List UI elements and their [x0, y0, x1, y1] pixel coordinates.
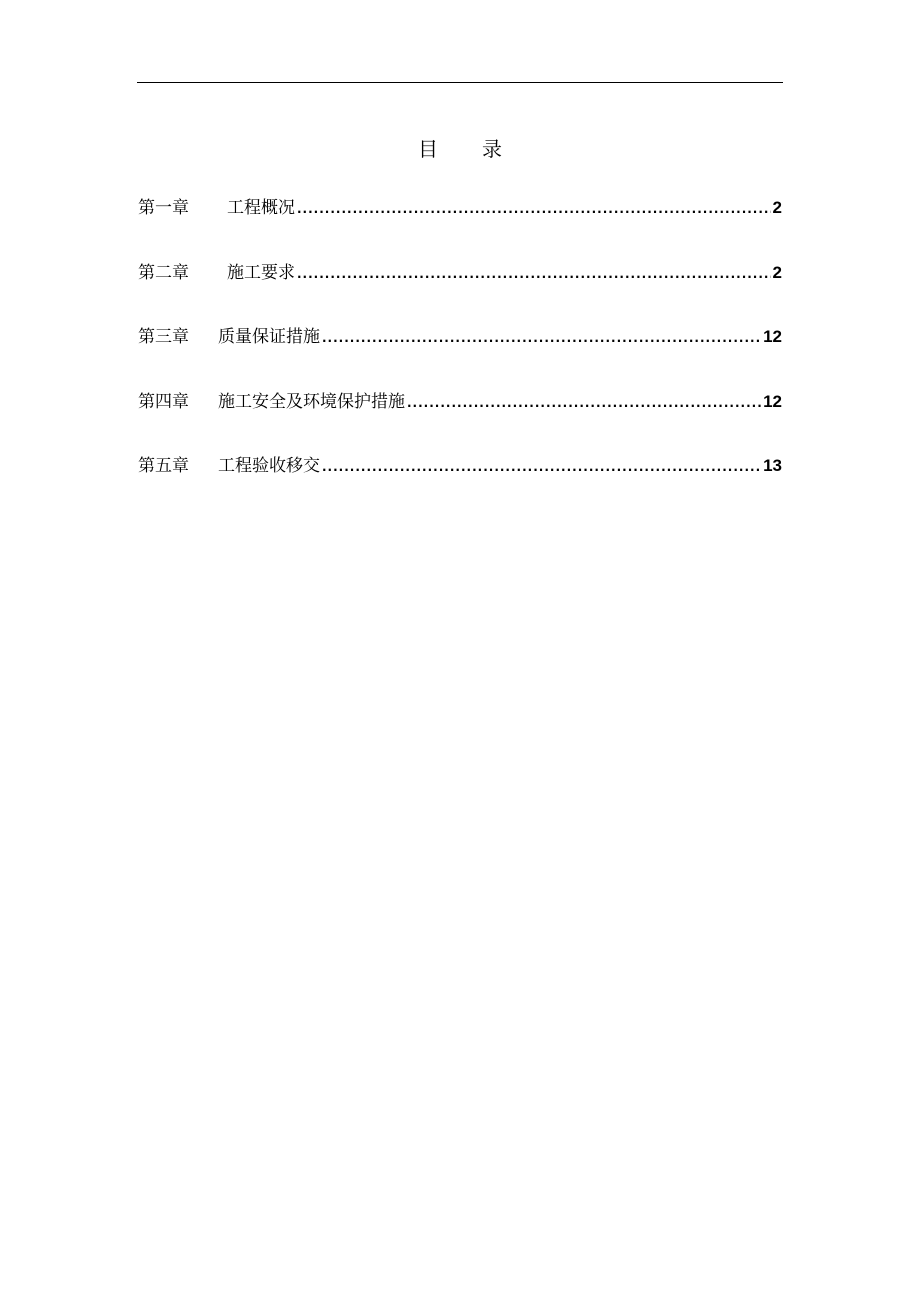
toc-chapter-number: 第三章 — [138, 327, 189, 347]
toc-chapter-heading: 施工安全及环境保护措施 — [218, 391, 405, 412]
toc-dot-leader — [297, 262, 771, 286]
toc-chapter-heading: 工程验收移交 — [218, 456, 320, 476]
toc-chapter-number: 第二章 — [138, 262, 189, 283]
toc-title — [0, 135, 920, 163]
toc-title-char-2: 录 — [482, 137, 502, 162]
toc-chapter-heading: 工程概况 — [227, 198, 295, 218]
toc-entry-chapter-4[interactable] — [138, 390, 782, 455]
toc-chapter-number: 第五章 — [138, 456, 189, 476]
toc-page-number: 13 — [763, 456, 782, 475]
toc-entry-chapter-5[interactable] — [138, 454, 782, 519]
toc-list — [138, 196, 782, 519]
toc-page-number: 12 — [763, 327, 782, 346]
toc-entry-chapter-2[interactable] — [138, 261, 782, 326]
toc-entry-chapter-1[interactable] — [138, 196, 782, 261]
toc-chapter-heading: 施工要求 — [227, 262, 295, 283]
toc-dot-leader — [297, 197, 771, 221]
toc-dot-leader — [407, 391, 761, 415]
toc-entry-chapter-3[interactable] — [138, 325, 782, 390]
toc-chapter-heading: 质量保证措施 — [218, 327, 320, 347]
toc-chapter-number: 第四章 — [138, 391, 189, 412]
toc-chapter-number: 第一章 — [138, 198, 189, 218]
toc-title-char-1: 目 — [418, 137, 438, 162]
toc-page-number: 12 — [763, 391, 782, 411]
toc-page-number: 2 — [772, 198, 782, 217]
toc-page-number: 2 — [772, 262, 782, 282]
toc-dot-leader — [322, 326, 761, 350]
header-rule — [137, 82, 783, 83]
toc-dot-leader — [322, 455, 761, 479]
